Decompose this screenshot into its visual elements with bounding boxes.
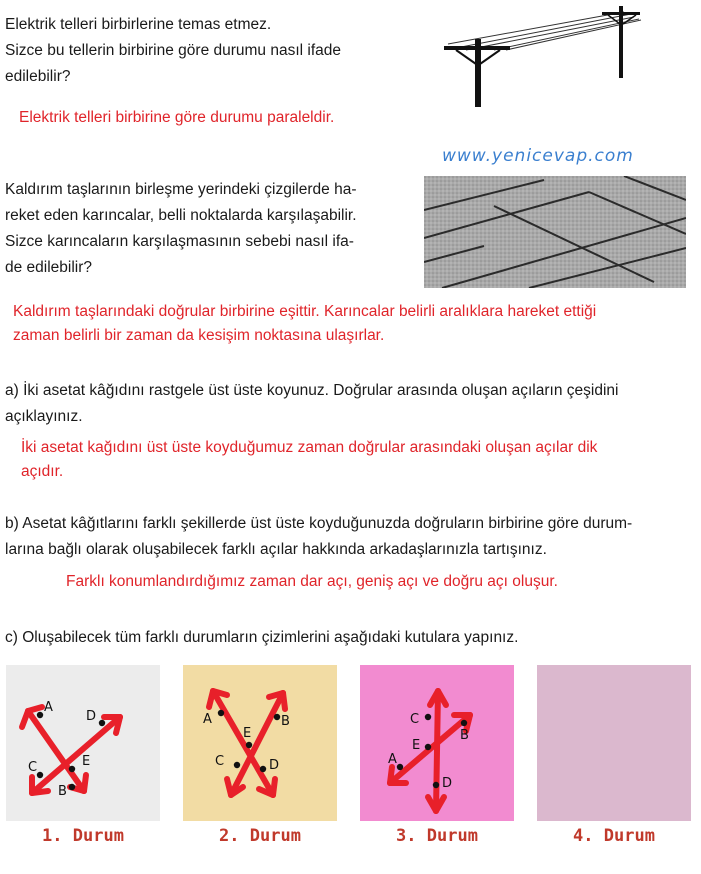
box-2-label: 2. Durum bbox=[219, 826, 301, 846]
box-3-drawing bbox=[360, 665, 514, 821]
question-1-line: Elektrik telleri birbirlerine temas etmez. bbox=[5, 16, 272, 33]
point-label: D bbox=[442, 776, 453, 791]
point-label: C bbox=[215, 754, 225, 769]
question-1-line: edilebilir? bbox=[5, 68, 71, 85]
point-label: B bbox=[281, 714, 290, 729]
box-durum-2 bbox=[183, 665, 337, 821]
question-a-line: a) İki asetat kâğıdını rastgele üst üste koyunuz. Doğrular arasında oluşan açıların çeşidini bbox=[5, 382, 619, 399]
point-label: A bbox=[44, 700, 53, 715]
power-line-image bbox=[436, 2, 646, 108]
question-2-line: reket eden karıncalar, belli noktalarda karşılaşabilir. bbox=[5, 207, 357, 224]
point-label: C bbox=[410, 712, 420, 727]
box-1-drawing bbox=[6, 665, 160, 821]
box-1-label: 1. Durum bbox=[42, 826, 124, 846]
question-2-line: Sizce karıncaların karşılaşmasının sebebi nasıl ifa- bbox=[5, 233, 354, 250]
question-b-line: b) Asetat kâğıtlarını farklı şekillerde üst üste koyduğunuzda doğruların birbirine göre durum- bbox=[5, 515, 633, 532]
question-2-line: Kaldırım taşlarının birleşme yerindeki çizgilerde ha- bbox=[5, 181, 357, 198]
question-b bbox=[5, 511, 632, 563]
point-label: D bbox=[86, 709, 97, 724]
box-4-label: 4. Durum bbox=[573, 826, 655, 846]
point-label: E bbox=[243, 726, 252, 741]
box-durum-4[interactable] bbox=[537, 665, 691, 821]
question-2-line: de edilebilir? bbox=[5, 259, 93, 276]
point-label: D bbox=[269, 758, 280, 773]
point-label: B bbox=[58, 784, 67, 799]
box-durum-3 bbox=[360, 665, 514, 821]
point-label: A bbox=[388, 752, 397, 767]
answer-2-line: zaman belirli bir zaman da kesişim noktasına ulaşırlar. bbox=[13, 327, 385, 344]
question-2 bbox=[5, 177, 405, 281]
question-1-line: Sizce bu tellerin birbirine göre durumu nasıl ifade bbox=[5, 42, 342, 59]
answer-1: Elektrik telleri birbirine göre durumu paraleldir. bbox=[19, 109, 335, 126]
question-1 bbox=[5, 12, 405, 90]
answer-a-line: açıdır. bbox=[21, 463, 64, 480]
question-a bbox=[5, 378, 618, 430]
point-label: E bbox=[82, 754, 91, 769]
box-2-drawing bbox=[183, 665, 337, 821]
point-label: A bbox=[203, 712, 212, 727]
pavement-image bbox=[424, 176, 686, 288]
question-c: c) Oluşabilecek tüm farklı durumların çizimlerini aşağıdaki kutulara yapınız. bbox=[5, 629, 519, 646]
point-label: B bbox=[460, 728, 469, 743]
question-b-line: larına bağlı olarak oluşabilecek farklı açılar hakkında arkadaşlarınızla tartışınız. bbox=[5, 541, 547, 558]
watermark: www.yenicevap.com bbox=[442, 146, 634, 166]
answer-2-line: Kaldırım taşlarındaki doğrular birbirine eşittir. Karıncalar belirli aralıklara hareket ettiği bbox=[13, 303, 597, 320]
point-label: E bbox=[412, 738, 421, 753]
question-a-line: açıklayınız. bbox=[5, 408, 83, 425]
answer-b: Farklı konumlandırdığımız zaman dar açı, geniş açı ve doğru açı oluşur. bbox=[66, 573, 558, 590]
answer-a bbox=[21, 436, 597, 484]
box-3-label: 3. Durum bbox=[396, 826, 478, 846]
point-label: C bbox=[28, 760, 38, 775]
box-durum-1 bbox=[6, 665, 160, 821]
answer-2 bbox=[13, 300, 596, 348]
answer-a-line: İki asetat kağıdını üst üste koyduğumuz zaman doğrular arasındaki oluşan açılar dik bbox=[21, 439, 598, 456]
